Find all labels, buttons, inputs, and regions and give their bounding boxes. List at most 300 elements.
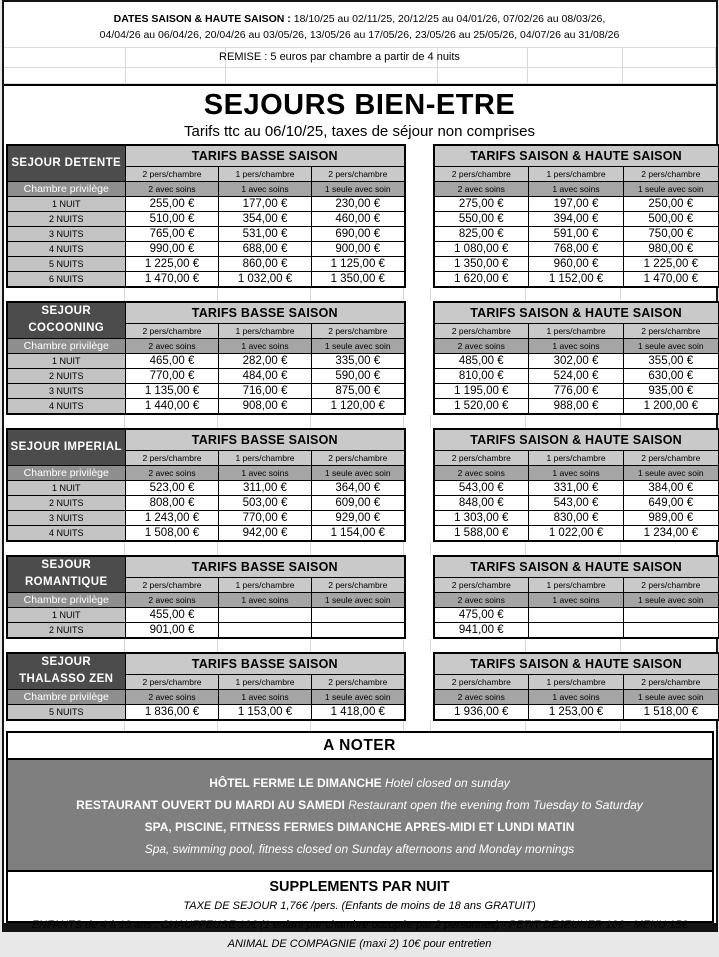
note-line-spa-fr <box>14 816 706 838</box>
supplements-section <box>8 872 712 957</box>
group-header-haute: TARIFS SAISON & HAUTE SAISON <box>434 145 719 167</box>
group-header-basse: TARIFS BASSE SAISON <box>126 145 405 167</box>
pricing-section-imperial <box>6 428 714 542</box>
price-cell: 1 620,00 € <box>434 271 529 287</box>
season-dates-line2: 04/04/26 au 06/04/26, 20/04/26 au 03/05/26, 13/05/26 au 17/05/26, 23/05/26 au 25/05/26, 04/07/26 au 31/08/26 <box>99 29 620 42</box>
price-cell: 311,00 € <box>219 480 312 495</box>
empty-grid-row <box>4 68 716 84</box>
section-title-line: SEJOUR <box>41 559 92 572</box>
table-row <box>7 495 405 510</box>
price-cell: 1 135,00 € <box>126 383 219 398</box>
grid-cell <box>125 288 218 301</box>
grid-cell <box>431 639 526 652</box>
col-header-soins: 2 avec soins <box>434 592 529 607</box>
col-header-soins: 1 seule avec soin <box>624 338 719 353</box>
group-header-basse: TARIFS BASSE SAISON <box>126 429 405 451</box>
table-row <box>7 368 405 383</box>
col-header-soins: 1 avec soins <box>219 338 312 353</box>
group-header-basse: TARIFS BASSE SAISON <box>126 302 405 324</box>
price-cell: 1 440,00 € <box>126 398 219 414</box>
price-cell: 460,00 € <box>312 211 405 226</box>
price-cell: 335,00 € <box>312 353 405 368</box>
col-header-pers: 1 pers/chambre <box>529 450 624 465</box>
note-hotel-fr: HÔTEL FERME LE DIMANCHE <box>209 775 382 790</box>
price-cell: 901,00 € <box>126 622 219 638</box>
price-cell: 510,00 € <box>126 211 219 226</box>
grid-cell <box>125 639 218 652</box>
table-gap-column <box>406 428 433 542</box>
table-row <box>434 226 719 241</box>
price-cell: 355,00 € <box>624 353 719 368</box>
grid-cell <box>404 639 431 652</box>
grid-cell <box>621 639 714 652</box>
price-cell: 524,00 € <box>529 368 624 383</box>
table-row <box>434 353 719 368</box>
table-row <box>434 196 719 211</box>
grid-cell <box>623 68 716 83</box>
night-row-label: 1 NUIT <box>7 196 126 211</box>
price-cell: 830,00 € <box>529 510 624 525</box>
table-row <box>7 525 405 541</box>
supplements-title: SUPPLEMENTS PAR NUIT <box>269 879 450 896</box>
table-row <box>434 398 719 414</box>
col-header-pers: 2 pers/chambre <box>624 577 719 592</box>
col-header-pers: 1 pers/chambre <box>219 577 312 592</box>
group-header-basse: TARIFS BASSE SAISON <box>126 556 405 578</box>
price-cell: 1 520,00 € <box>434 398 529 414</box>
grid-cell <box>438 68 528 83</box>
col-header-soins: 1 seule avec soin <box>312 465 405 480</box>
price-cell: 275,00 € <box>434 196 529 211</box>
grid-cell <box>218 288 311 301</box>
price-cell: 716,00 € <box>219 383 312 398</box>
price-cell: 770,00 € <box>126 368 219 383</box>
night-row-label: 5 NUITS <box>7 704 126 720</box>
section-title-cocooning <box>7 302 126 339</box>
col-header-pers: 1 pers/chambre <box>529 166 624 181</box>
basse-saison-table-detente <box>6 144 406 288</box>
night-row-label: 1 NUIT <box>7 607 126 622</box>
price-cell: 1 152,00 € <box>529 271 624 287</box>
price-cell: 331,00 € <box>529 480 624 495</box>
grid-cell <box>431 721 526 731</box>
table-row <box>434 607 719 622</box>
col-header-soins: 2 avec soins <box>126 465 219 480</box>
grid-cell <box>526 288 621 301</box>
group-header-basse: TARIFS BASSE SAISON <box>126 653 405 675</box>
price-cell: 1 350,00 € <box>312 271 405 287</box>
price-cell: 825,00 € <box>434 226 529 241</box>
table-gap-column <box>406 652 433 721</box>
table-row <box>434 241 719 256</box>
price-cell: 543,00 € <box>434 480 529 495</box>
price-cell: 384,00 € <box>624 480 719 495</box>
grid-cell <box>526 721 621 731</box>
col-header-soins: 2 avec soins <box>126 689 219 704</box>
notes-box <box>6 731 714 950</box>
season-dates-header <box>4 2 716 47</box>
table-gap-column <box>406 555 433 639</box>
col-header-pers: 2 pers/chambre <box>312 450 405 465</box>
supplement-line-animal: ANIMAL DE COMPAGNIE (maxi 2) 10€ pour entretien <box>227 937 492 950</box>
price-cell: 230,00 € <box>312 196 405 211</box>
price-cell: 808,00 € <box>126 495 219 510</box>
price-cell: 523,00 € <box>126 480 219 495</box>
col-header-pers: 2 pers/chambre <box>434 166 529 181</box>
price-cell: 1 234,00 € <box>624 525 719 541</box>
price-cell: 394,00 € <box>529 211 624 226</box>
price-cell: 1 470,00 € <box>624 271 719 287</box>
price-cell <box>624 607 719 622</box>
col-header-soins: 1 seule avec soin <box>624 592 719 607</box>
page-title: SEJOURS BIEN-ETRE <box>4 84 716 122</box>
price-cell: 255,00 € <box>126 196 219 211</box>
grid-cell <box>431 288 526 301</box>
section-title-line: SEJOUR IMPERIAL <box>10 440 122 453</box>
price-cell: 1 120,00 € <box>312 398 405 414</box>
col-header-pers: 2 pers/chambre <box>312 674 405 689</box>
col-header-pers: 1 pers/chambre <box>219 674 312 689</box>
price-cell: 935,00 € <box>624 383 719 398</box>
price-cell: 988,00 € <box>529 398 624 414</box>
col-header-soins: 1 avec soins <box>529 592 624 607</box>
group-header-haute: TARIFS SAISON & HAUTE SAISON <box>434 653 719 675</box>
basse-saison-table-cocooning <box>6 301 406 415</box>
table-row <box>434 622 719 638</box>
haute-saison-table-romantique <box>433 555 719 639</box>
note-restaurant-en: Restaurant open the evening from Tuesday to Saturday <box>348 797 643 812</box>
price-cell: 1 153,00 € <box>219 704 312 720</box>
table-row <box>434 271 719 287</box>
night-row-label: 2 NUITS <box>7 368 126 383</box>
supplement-line-taxe: TAXE DE SEJOUR 1,76€ /pers. (Enfants de moins de 18 ans GRATUIT) <box>183 900 536 913</box>
grid-cell <box>4 68 126 83</box>
table-row <box>7 704 405 720</box>
grid-cell <box>126 68 226 83</box>
section-title-line: SEJOUR <box>41 656 92 669</box>
table-row <box>434 704 719 720</box>
price-cell <box>312 607 405 622</box>
table-row <box>434 480 719 495</box>
table-row <box>434 525 719 541</box>
col-header-soins: 2 avec soins <box>434 465 529 480</box>
grid-cell <box>621 542 714 555</box>
night-row-label: 1 NUIT <box>7 480 126 495</box>
col-header-pers: 2 pers/chambre <box>126 577 219 592</box>
note-hotel-en: Hotel closed on sunday <box>385 775 510 790</box>
basse-saison-table-imperial <box>6 428 406 542</box>
remise-row <box>4 47 716 68</box>
col-header-pers: 2 pers/chambre <box>434 323 529 338</box>
price-cell: 1 303,00 € <box>434 510 529 525</box>
group-header-haute: TARIFS SAISON & HAUTE SAISON <box>434 429 719 451</box>
table-row <box>7 398 405 414</box>
price-cell: 649,00 € <box>624 495 719 510</box>
section-title-line: SEJOUR DETENTE <box>11 156 122 169</box>
price-cell: 1 418,00 € <box>312 704 405 720</box>
table-row <box>7 480 405 495</box>
price-cell: 1 588,00 € <box>434 525 529 541</box>
price-cell: 776,00 € <box>529 383 624 398</box>
basse-saison-table-thalasso-zen <box>6 652 406 721</box>
notes-gray-panel <box>8 758 712 873</box>
night-row-label: 3 NUITS <box>7 226 126 241</box>
grid-cell <box>226 68 438 83</box>
price-cell <box>312 622 405 638</box>
table-row <box>434 383 719 398</box>
night-row-label: 5 NUITS <box>7 256 126 271</box>
col-header-pers: 1 pers/chambre <box>529 323 624 338</box>
note-spa-fr: SPA, PISCINE, FITNESS FERMES DIMANCHE APRES-MIDI ET LUNDI MATIN <box>144 819 575 834</box>
night-row-label: 4 NUITS <box>7 525 126 541</box>
note-line-spa-en <box>14 838 706 860</box>
grid-cell <box>431 415 526 428</box>
section-title-thalasso-zen <box>7 653 126 690</box>
section-title-line: THALASSO ZEN <box>19 673 114 686</box>
table-row <box>434 256 719 271</box>
table-row <box>7 383 405 398</box>
price-cell: 591,00 € <box>529 226 624 241</box>
price-cell: 990,00 € <box>126 241 219 256</box>
col-header-pers: 2 pers/chambre <box>126 450 219 465</box>
price-cell: 484,00 € <box>219 368 312 383</box>
col-header-soins: 1 seule avec soin <box>624 181 719 196</box>
col-header-soins: 1 avec soins <box>529 338 624 353</box>
col-header-pers: 1 pers/chambre <box>219 166 312 181</box>
section-title-line: COCOONING <box>28 322 105 335</box>
table-row <box>7 510 405 525</box>
grid-cell <box>526 639 621 652</box>
price-cell: 609,00 € <box>312 495 405 510</box>
section-title-detente <box>7 145 126 182</box>
season-dates-line1: 18/10/25 au 02/11/25, 20/12/25 au 04/01/26, 07/02/26 au 08/03/26, <box>293 13 606 25</box>
grid-cell <box>218 721 311 731</box>
col-header-pers: 2 pers/chambre <box>312 577 405 592</box>
price-cell: 485,00 € <box>434 353 529 368</box>
price-cell: 354,00 € <box>219 211 312 226</box>
night-row-label: 2 NUITS <box>7 622 126 638</box>
col-header-pers: 2 pers/chambre <box>624 450 719 465</box>
grid-cell <box>6 415 125 428</box>
price-cell: 177,00 € <box>219 196 312 211</box>
price-cell: 810,00 € <box>434 368 529 383</box>
page-subtitle: Tarifs ttc au 06/10/25, taxes de séjour non comprises <box>183 122 536 140</box>
price-cell: 455,00 € <box>126 607 219 622</box>
grid-cell <box>621 415 714 428</box>
price-cell: 768,00 € <box>529 241 624 256</box>
price-cell: 960,00 € <box>529 256 624 271</box>
grid-gap-strip <box>6 415 714 428</box>
price-cell: 1 080,00 € <box>434 241 529 256</box>
col-header-pers: 2 pers/chambre <box>126 323 219 338</box>
night-row-label: 1 NUIT <box>7 353 126 368</box>
col-header-soins: 1 seule avec soin <box>312 338 405 353</box>
section-title-line: SEJOUR <box>41 305 92 318</box>
col-header-soins: 1 avec soins <box>529 689 624 704</box>
table-row <box>434 368 719 383</box>
grid-cell <box>311 721 404 731</box>
grid-cell <box>125 415 218 428</box>
grid-cell <box>218 542 311 555</box>
price-cell: 475,00 € <box>434 607 529 622</box>
grid-cell <box>125 721 218 731</box>
col-header-pers: 1 pers/chambre <box>529 577 624 592</box>
price-cell: 1 200,00 € <box>624 398 719 414</box>
note-line-hotel <box>14 772 706 794</box>
col-header-pers: 2 pers/chambre <box>126 166 219 181</box>
note-restaurant-fr: RESTAURANT OUVERT DU MARDI AU SAMEDI <box>76 797 345 812</box>
table-row <box>7 241 405 256</box>
grid-cell <box>404 721 431 731</box>
privilege-label: Chambre privilège <box>7 338 126 353</box>
col-header-soins: 1 avec soins <box>219 181 312 196</box>
table-row <box>7 211 405 226</box>
privilege-label: Chambre privilège <box>7 689 126 704</box>
price-cell: 929,00 € <box>312 510 405 525</box>
col-header-pers: 2 pers/chambre <box>624 166 719 181</box>
grid-cell <box>6 542 125 555</box>
price-cell: 941,00 € <box>434 622 529 638</box>
grid-cell <box>404 288 431 301</box>
pricing-section-cocooning <box>6 301 714 415</box>
night-row-label: 6 NUITS <box>7 271 126 287</box>
price-cell: 500,00 € <box>624 211 719 226</box>
privilege-label: Chambre privilège <box>7 465 126 480</box>
price-cell: 848,00 € <box>434 495 529 510</box>
supplement-line-enfants: ENFANTS de 4 à 10 ans : CHAUFFEUSE 10€ (1 enfant par chambre occupée par 2 personnes) - PETIT DEJEUNER 10€ - MENU 15€ <box>31 918 688 931</box>
col-header-soins: 2 avec soins <box>434 181 529 196</box>
price-cell: 900,00 € <box>312 241 405 256</box>
haute-saison-table-cocooning <box>433 301 719 415</box>
pricing-section-thalasso-zen <box>6 652 714 721</box>
col-header-pers: 1 pers/chambre <box>529 674 624 689</box>
group-header-haute: TARIFS SAISON & HAUTE SAISON <box>434 302 719 324</box>
night-row-label: 2 NUITS <box>7 495 126 510</box>
col-header-pers: 2 pers/chambre <box>434 577 529 592</box>
pricing-section-romantique <box>6 555 714 639</box>
price-cell: 282,00 € <box>219 353 312 368</box>
col-header-pers: 1 pers/chambre <box>219 323 312 338</box>
price-cell <box>219 607 312 622</box>
grid-cell <box>431 542 526 555</box>
col-header-pers: 2 pers/chambre <box>312 323 405 338</box>
table-row <box>434 211 719 226</box>
haute-saison-table-detente <box>433 144 719 288</box>
price-cell: 590,00 € <box>312 368 405 383</box>
col-header-soins: 2 avec soins <box>126 592 219 607</box>
season-dates-label: DATES SAISON & HAUTE SAISON : <box>113 13 291 25</box>
price-cell: 197,00 € <box>529 196 624 211</box>
grid-cell <box>526 542 621 555</box>
note-spa-en: Spa, swimming pool, fitness closed on Sunday afternoons and Monday mornings <box>144 842 575 857</box>
price-cell: 1 022,00 € <box>529 525 624 541</box>
grid-cell <box>125 542 218 555</box>
col-header-soins: 2 avec soins <box>126 338 219 353</box>
grid-cell <box>528 68 623 83</box>
col-header-soins: 1 seule avec soin <box>312 592 405 607</box>
col-header-soins: 1 avec soins <box>219 592 312 607</box>
price-cell <box>219 622 312 638</box>
grid-cell <box>621 721 714 731</box>
price-cell <box>529 607 624 622</box>
price-cell: 630,00 € <box>624 368 719 383</box>
price-cell: 1 225,00 € <box>624 256 719 271</box>
basse-saison-table-romantique <box>6 555 406 639</box>
privilege-label: Chambre privilège <box>7 181 126 196</box>
night-row-label: 3 NUITS <box>7 383 126 398</box>
price-cell: 1 243,00 € <box>126 510 219 525</box>
col-header-pers: 1 pers/chambre <box>219 450 312 465</box>
price-cell: 1 836,00 € <box>126 704 219 720</box>
price-cell: 1 195,00 € <box>434 383 529 398</box>
grid-cell <box>218 415 311 428</box>
price-cell: 1 518,00 € <box>624 704 719 720</box>
night-row-label: 3 NUITS <box>7 510 126 525</box>
table-gap-column <box>406 301 433 415</box>
price-sheet-page <box>2 0 718 950</box>
grid-cell <box>6 288 125 301</box>
price-cell: 364,00 € <box>312 480 405 495</box>
price-cell: 1 936,00 € <box>434 704 529 720</box>
price-cell: 989,00 € <box>624 510 719 525</box>
remise-text: REMISE : 5 euros par chambre a partir de 4 nuits <box>219 51 460 64</box>
table-row <box>7 607 405 622</box>
price-cell: 765,00 € <box>126 226 219 241</box>
price-cell: 770,00 € <box>219 510 312 525</box>
price-cell: 503,00 € <box>219 495 312 510</box>
table-row <box>7 256 405 271</box>
price-cell <box>624 622 719 638</box>
night-row-label: 4 NUITS <box>7 241 126 256</box>
price-cell: 688,00 € <box>219 241 312 256</box>
table-gap-column <box>406 144 433 288</box>
col-header-pers: 2 pers/chambre <box>624 323 719 338</box>
price-cell: 1 225,00 € <box>126 256 219 271</box>
notes-title: A NOTER <box>323 736 396 754</box>
group-header-haute: TARIFS SAISON & HAUTE SAISON <box>434 556 719 578</box>
table-row <box>7 622 405 638</box>
col-header-soins: 1 avec soins <box>219 689 312 704</box>
table-row <box>7 226 405 241</box>
price-cell: 1 350,00 € <box>434 256 529 271</box>
table-row <box>7 196 405 211</box>
haute-saison-table-imperial <box>433 428 719 542</box>
col-header-pers: 2 pers/chambre <box>434 674 529 689</box>
section-title-line: ROMANTIQUE <box>24 576 108 589</box>
night-row-label: 2 NUITS <box>7 211 126 226</box>
section-title-romantique <box>7 556 126 593</box>
privilege-label: Chambre privilège <box>7 592 126 607</box>
price-cell: 908,00 € <box>219 398 312 414</box>
price-cell: 750,00 € <box>624 226 719 241</box>
note-line-restaurant <box>14 794 706 816</box>
grid-cell <box>311 639 404 652</box>
table-row <box>434 495 719 510</box>
table-row <box>7 271 405 287</box>
price-cell: 860,00 € <box>219 256 312 271</box>
col-header-soins: 1 seule avec soin <box>312 689 405 704</box>
grid-cell <box>218 639 311 652</box>
col-header-pers: 2 pers/chambre <box>624 674 719 689</box>
price-cell: 980,00 € <box>624 241 719 256</box>
price-cell: 550,00 € <box>434 211 529 226</box>
grid-gap-strip <box>6 542 714 555</box>
price-cell: 1 125,00 € <box>312 256 405 271</box>
price-cell: 942,00 € <box>219 525 312 541</box>
price-cell: 1 253,00 € <box>529 704 624 720</box>
table-row <box>7 353 405 368</box>
price-cell <box>529 622 624 638</box>
